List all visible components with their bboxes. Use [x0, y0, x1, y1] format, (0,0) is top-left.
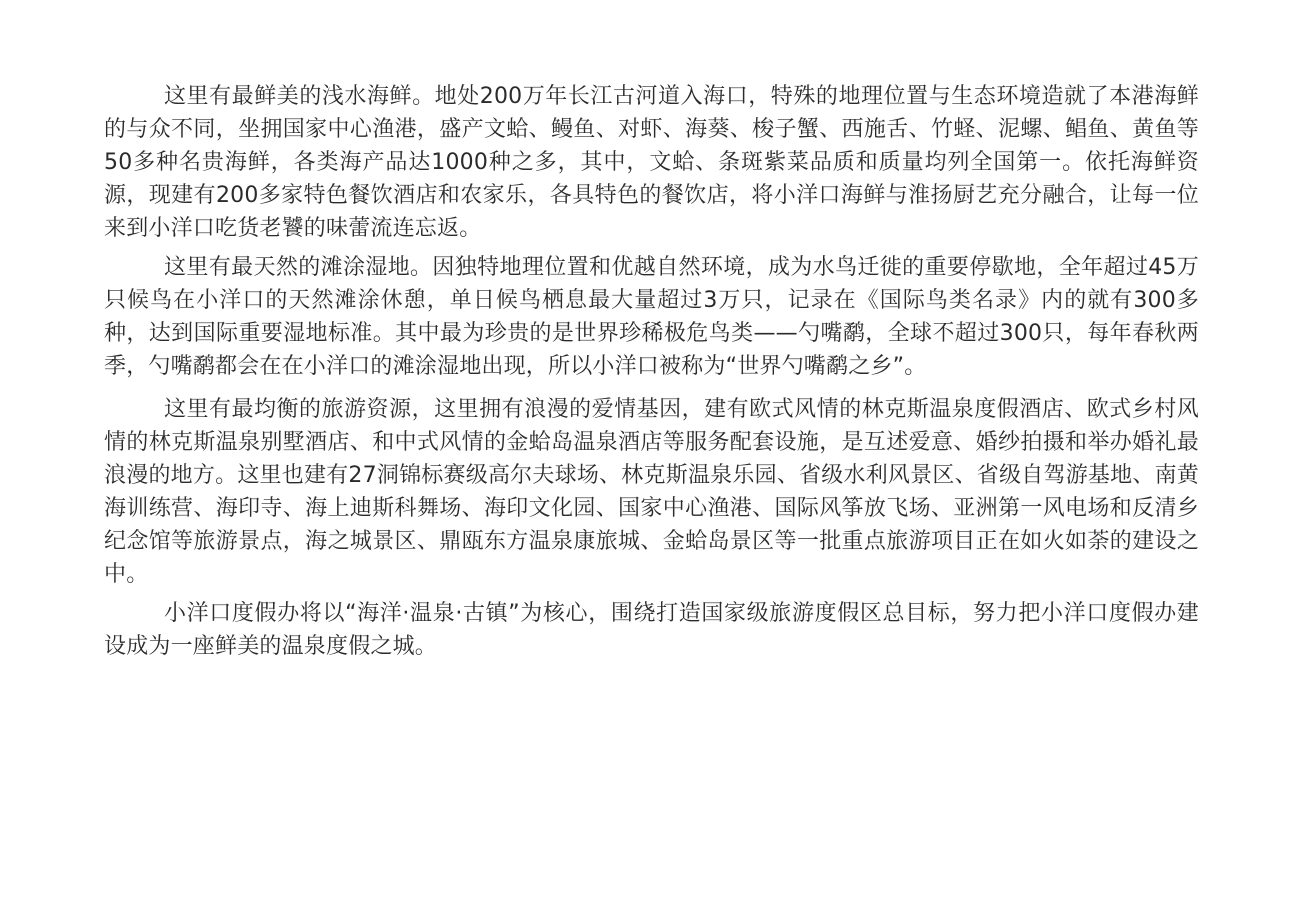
- paragraph-wetland: 这里有最天然的滩涂湿地。因独特地理位置和优越自然环境，成为水鸟迁徙的重要停歇地，全年超过45万只候鸟在小洋口的天然滩涂休憩，单日候鸟栖息最大量超过3万只，记录在《国际鸟类名录》内的就有300多种，达到国际重要湿地标准。其中最为珍贵的是世界珍稀极危鸟类——勺嘴鹬，全球不超过300只，每年春秋两季，勺嘴鹬都会在在小洋口的滩涂湿地出现，所以小洋口被称为“世界勺嘴鹬之乡”。: [104, 255, 1199, 379]
- paragraph-resort-goal: 小洋口度假办将以“海洋·温泉·古镇”为核心，围绕打造国家级旅游度假区总目标，努力把小洋口度假办建设成为一座鲜美的温泉度假之城。: [104, 601, 1199, 659]
- article-body: [104, 80, 1199, 663]
- paragraph-tourism-resources: 这里有最均衡的旅游资源，这里拥有浪漫的爱情基因，建有欧式风情的林克斯温泉度假酒店、欧式乡村风情的林克斯温泉别墅酒店、和中式风情的金蛤岛温泉酒店等服务配套设施，是互述爱意、婚纱拍摄和举办婚礼最浪漫的地方。这里也建有27洞锦标赛级高尔夫球场、林克斯温泉乐园、省级水利风景区、省级自驾游基地、南黄海训练营、海印寺、海上迪斯科舞场、海印文化园、国家中心渔港、国际风筝放飞场、亚洲第一风电场和反清乡纪念馆等旅游景点，海之城景区、鼎瓯东方温泉康旅城、金蛤岛景区等一批重点旅游项目正在如火如荼的建设之中。: [104, 397, 1199, 587]
- paragraph-seafood: 这里有最鲜美的浅水海鲜。地处200万年长江古河道入海口，特殊的地理位置与生态环境造就了本港海鲜的与众不同，坐拥国家中心渔港，盛产文蛤、鳗鱼、对虾、海葵、梭子蟹、西施舌、竹蛏、泥螺、鲳鱼、黄鱼等50多种名贵海鲜，各类海产品达1000种之多，其中，文蛤、条斑紫菜品质和质量均列全国第一。依托海鲜资源，现建有200多家特色餐饮酒店和农家乐，各具特色的餐饮店，将小洋口海鲜与淮扬厨艺充分融合，让每一位来到小洋口吃货老饕的味蕾流连忘返。: [104, 84, 1199, 241]
